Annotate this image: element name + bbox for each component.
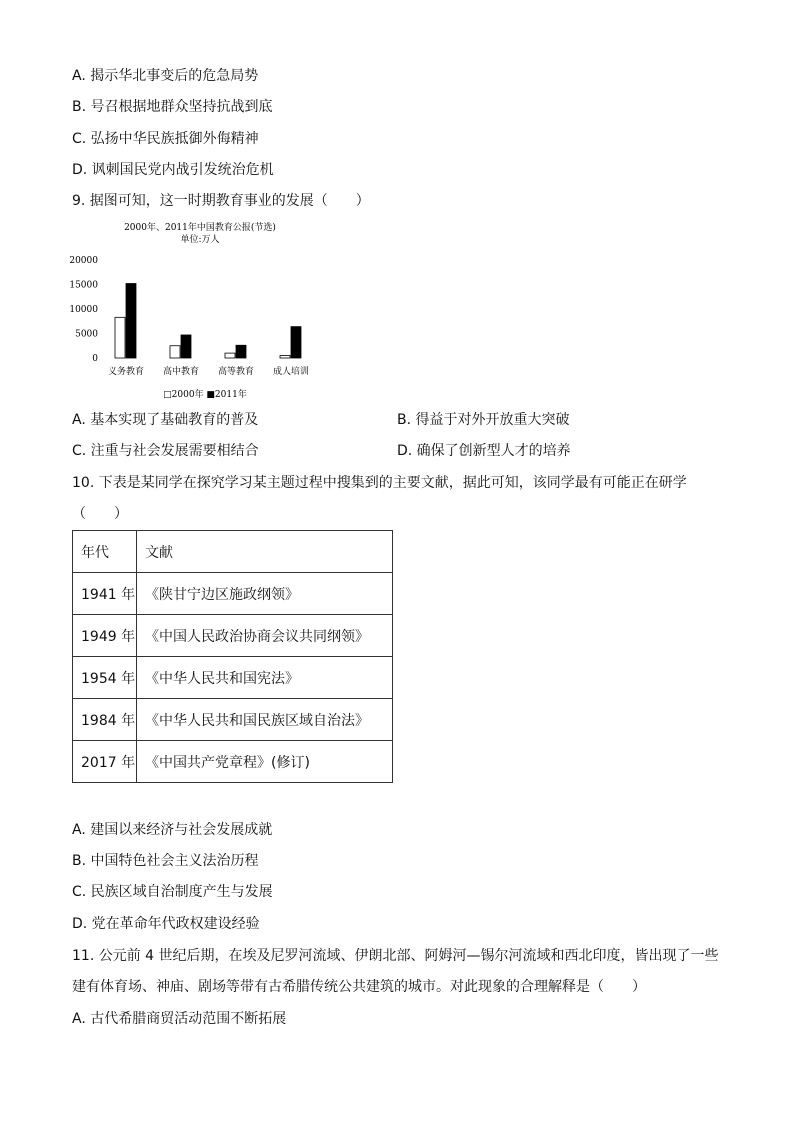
- table-cell-doc: 《中国共产党章程》(修订): [137, 741, 393, 783]
- q8-option-d: D. 讽刺国民党内战引发统治危机: [72, 162, 274, 178]
- y-tick-label: 5000: [75, 329, 98, 340]
- literature-table: [72, 530, 393, 783]
- q8-option-a: A. 揭示华北事变后的危急局势: [72, 68, 259, 84]
- y-tick-label: 15000: [69, 280, 98, 291]
- table-row: [73, 615, 393, 657]
- q8-option-c: C. 弘扬中华民族抵御外侮精神: [72, 131, 259, 147]
- table-cell-year: 1984 年: [73, 699, 137, 741]
- table-row: [73, 741, 393, 783]
- q9-option-b: B. 得益于对外开放重大突破: [397, 412, 570, 428]
- y-tick-label: 10000: [69, 305, 98, 315]
- q11-option-a: A. 古代希腊商贸活动范围不断拓展: [72, 1011, 287, 1027]
- table-cell-doc: 《中华人民共和国民族区域自治法》: [137, 699, 393, 741]
- table-cell-year: 1949 年: [73, 615, 137, 657]
- bar-2000年-成人培训: [280, 356, 290, 358]
- bar-2011年-高中教育: [181, 335, 191, 358]
- q11-stem: 11. 公元前 4 世纪后期，在埃及尼罗河流域、伊朗北部、阿姆河—锡尔河流域和西北印度，皆出现了一些: [72, 948, 719, 964]
- bar-2000年-高中教育: [170, 346, 180, 358]
- table-header-doc: 文献: [137, 531, 393, 573]
- chart-legend: □2000年 ■2011年: [163, 390, 247, 400]
- bar-2011年-成人培训: [291, 327, 301, 358]
- x-tick-label: 高中教育: [162, 367, 200, 377]
- x-tick-label: 义务教育: [107, 367, 145, 377]
- q10-stem-cont: （ ）: [72, 506, 128, 522]
- bar-2000年-义务教育: [115, 317, 125, 358]
- table-cell-doc: 《中国人民政治协商会议共同纲领》: [137, 615, 393, 657]
- q9-option-d: D. 确保了创新型人才的培养: [397, 443, 571, 459]
- y-tick-label: 0: [92, 354, 98, 364]
- q9-option-c: C. 注重与社会发展需要相结合: [72, 443, 259, 459]
- table-cell-year: 2017 年: [73, 741, 137, 783]
- q9-stem: 9. 据图可知，这一时期教育事业的发展（ ）: [72, 193, 370, 209]
- q10-stem: 10. 下表是某同学在探究学习某主题过程中搜集到的主要文献，据此可知，该同学最有可能正在研学: [72, 475, 687, 491]
- table-cell-year: 1941 年: [73, 573, 137, 615]
- table-row: [73, 573, 393, 615]
- bar-2011年-高等教育: [236, 345, 246, 358]
- x-tick-label: 高等教育: [217, 367, 255, 377]
- education-bar-chart: [60, 218, 360, 408]
- table-cell-year: 1954 年: [73, 657, 137, 699]
- table-row: [73, 699, 393, 741]
- table-header-year: 年代: [73, 531, 137, 573]
- x-tick-label: 成人培训: [272, 367, 310, 377]
- q9-option-a: A. 基本实现了基础教育的普及: [72, 412, 259, 428]
- chart-svg: [60, 218, 360, 408]
- table-header-row: [73, 531, 393, 573]
- bar-2011年-义务教育: [126, 284, 136, 358]
- table-cell-doc: 《陕甘宁边区施政纲领》: [137, 573, 393, 615]
- chart-bars: [115, 284, 301, 358]
- q10-option-a: A. 建国以来经济与社会发展成就: [72, 822, 273, 838]
- chart-title: 2000年、2011年中国教育公报(节选): [124, 223, 276, 233]
- table-cell-doc: 《中华人民共和国宪法》: [137, 657, 393, 699]
- q11-stem-cont: 建有体育场、神庙、剧场等带有古希腊传统公共建筑的城市。对此现象的合理解释是（ ）: [72, 979, 646, 995]
- bar-2000年-高等教育: [225, 353, 235, 358]
- q10-option-d: D. 党在革命年代政权建设经验: [72, 916, 260, 932]
- x-axis-labels: [108, 365, 309, 377]
- q8-option-b: B. 号召根据地群众坚持抗战到底: [72, 99, 273, 115]
- q10-option-b: B. 中国特色社会主义法治历程: [72, 853, 259, 869]
- chart-subtitle: 单位:万人: [180, 235, 220, 245]
- table-row: [73, 657, 393, 699]
- q10-option-c: C. 民族区域自治制度产生与发展: [72, 884, 273, 900]
- y-axis-ticks: [69, 256, 98, 364]
- y-tick-label: 20000: [69, 256, 98, 266]
